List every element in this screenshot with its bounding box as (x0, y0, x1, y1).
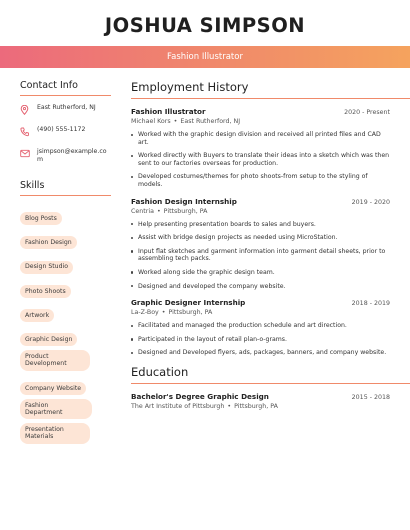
job-bullet: Worked directly with Buyers to translate their ideas into a sketch which was then sent to our factories overseas for production. (131, 152, 390, 167)
job-entry (131, 197, 390, 291)
skill-tag: Graphic Design (20, 333, 77, 346)
contact-location: East Rutherford, NJ (37, 104, 96, 111)
job-location: Pittsburgh, PA (168, 309, 213, 317)
job-bullet: Worked along side the graphic design team. (131, 269, 390, 277)
skill-tag: Artwork (20, 309, 54, 322)
contact-phone: (490) 555-1172 (37, 126, 86, 133)
main-content (131, 80, 390, 410)
job-bullets (131, 131, 390, 189)
job-meta: La-Z-Boy • Pittsburgh, PA (131, 309, 213, 317)
job-entry (131, 107, 390, 189)
job-bullet: Help presenting presentation boards to sales and buyers. (131, 221, 390, 229)
job-title: Fashion Design Internship (131, 196, 237, 206)
phone-icon (20, 127, 34, 137)
job-entry (131, 298, 390, 357)
skill-tag: Fashion Design (20, 236, 77, 249)
education-section (131, 365, 390, 410)
job-dates: 2020 - Present (344, 109, 390, 116)
skill-tag: Presentation Materials (20, 423, 90, 443)
job-bullets (131, 322, 390, 357)
job-company: Michael Kors (131, 118, 171, 125)
job-bullet: Developed costumes/themes for photo shoots-from setup to the styling of models. (131, 173, 390, 188)
school-name: The Art Institute of Pittsburgh (131, 402, 225, 410)
contact-email: jsimpson@example.com (37, 148, 107, 163)
skills-list (20, 205, 111, 448)
school-location: Pittsburgh, PA (234, 402, 278, 410)
job-bullet: Facilitated and managed the production schedule and art direction. (131, 322, 390, 330)
contact-item-location (20, 104, 111, 116)
education-meta: The Art Institute of Pittsburgh • Pittsburgh, PA (131, 402, 278, 410)
job-bullet: Designed and developed the company website. (131, 283, 390, 291)
job-bullet: Worked with the graphic design division and received all printed files and CAD art. (131, 131, 390, 146)
employment-history-heading: Employment History (131, 80, 410, 99)
job-dates: 2018 - 2019 (351, 300, 390, 308)
job-company: La-Z-Boy (131, 309, 159, 317)
job-location: Pittsburgh, PA (163, 207, 208, 215)
education-entry (131, 392, 390, 410)
job-meta: Centria • Pittsburgh, PA (131, 207, 208, 215)
job-meta: Michael Kors • East Rutherford, NJ (131, 118, 241, 125)
contact-item-phone (20, 126, 111, 138)
skills-heading: Skills (20, 180, 111, 196)
job-title: Graphic Designer Internship (131, 298, 246, 308)
contact-list (20, 104, 111, 164)
email-icon (20, 149, 34, 158)
job-bullet: Designed and Developed flyers, ads, packages, banners, and company website. (131, 349, 390, 357)
skill-tag: Fashion Department (20, 399, 92, 419)
job-company: Centria (131, 207, 154, 215)
job-bullet: Assist with bridge design projects as needed using MicroStation. (131, 234, 390, 242)
location-pin-icon (20, 105, 34, 115)
job-bullets (131, 221, 390, 291)
degree-title: Bachelor's Degree Graphic Design (131, 391, 269, 401)
skill-tag: Product Development (20, 350, 90, 370)
job-location: East Rutherford, NJ (180, 118, 241, 125)
skill-tag: Blog Posts (20, 212, 62, 225)
job-bullet: Input flat sketches and garment information into garment detail sheets, prior to assembling tech packs. (131, 248, 390, 263)
job-title-banner: Fashion Illustrator (0, 46, 410, 68)
contact-item-email (20, 148, 111, 164)
contact-info-heading: Contact Info (20, 80, 111, 96)
skill-tag: Photo Shoots (20, 285, 71, 298)
skill-tag: Design Studio (20, 261, 73, 274)
education-dates: 2015 - 2018 (351, 393, 390, 401)
job-dates: 2019 - 2020 (351, 198, 390, 206)
sidebar (20, 80, 111, 448)
education-heading: Education (131, 365, 410, 384)
job-title: Fashion Illustrator (131, 107, 206, 116)
candidate-name: JOSHUA SIMPSON (104, 14, 306, 37)
skill-tag: Company Website (20, 382, 86, 395)
job-bullet: Participated in the layout of retail plan-o-grams. (131, 336, 390, 344)
